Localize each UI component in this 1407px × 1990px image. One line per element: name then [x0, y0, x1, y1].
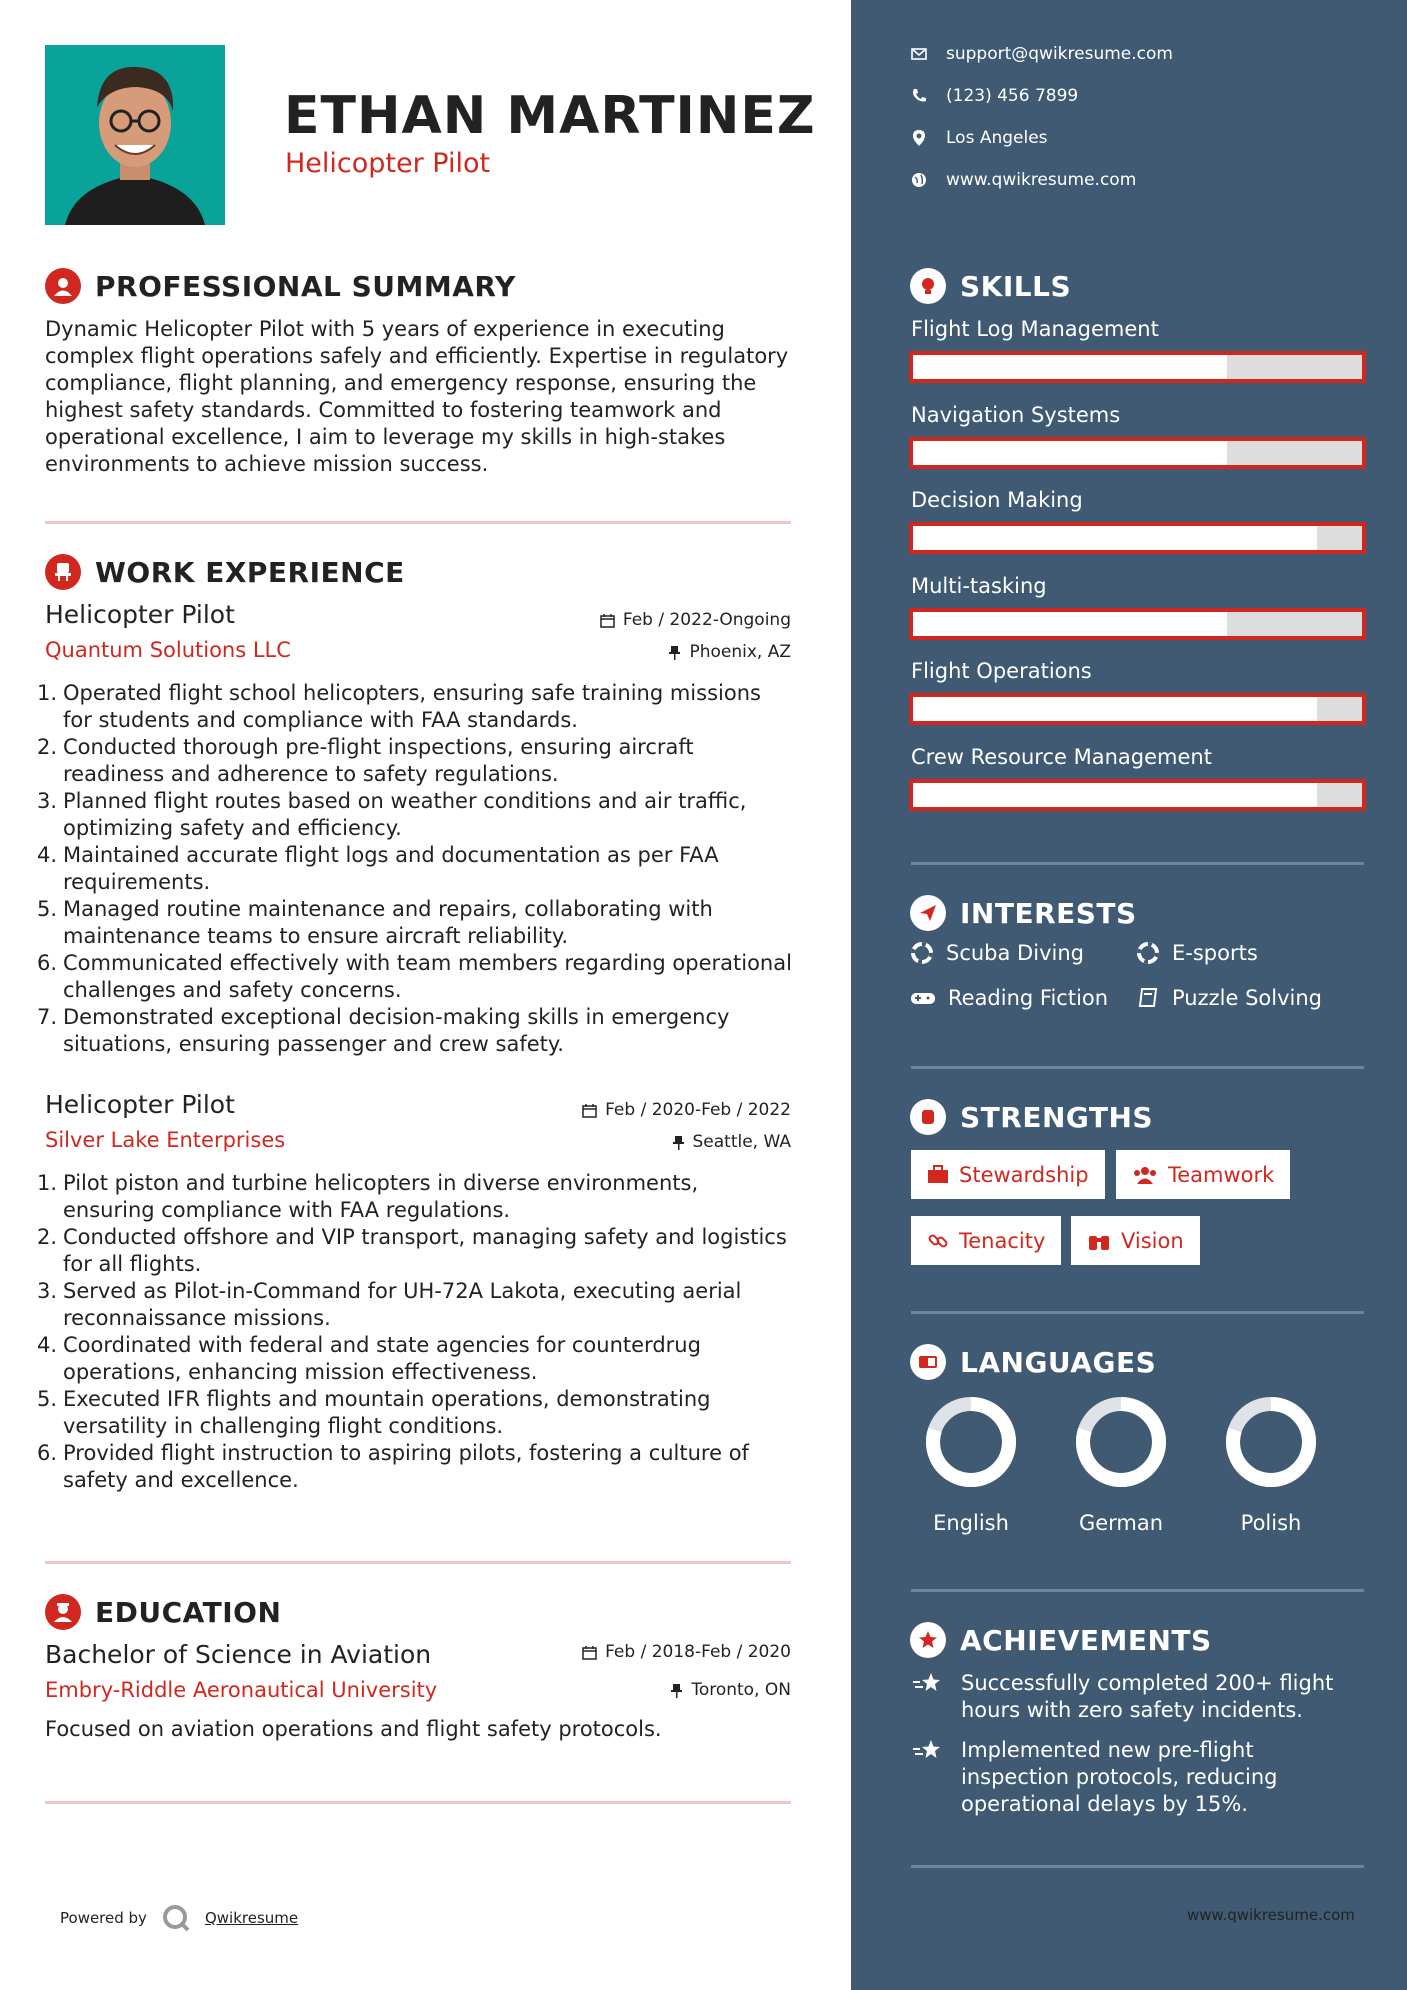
- job-bullets: [45, 680, 795, 1058]
- gamepad-icon: [910, 986, 936, 1010]
- skill-bar-fill: [913, 526, 1317, 550]
- footer-website[interactable]: www.qwikresume.com: [1187, 1906, 1355, 1924]
- link-icon: [927, 1230, 949, 1252]
- list-item: Coordinated with federal and state agencies for counterdrug operations, enhancing mission effectiveness.: [63, 1333, 701, 1384]
- skill-bar-fill: [913, 355, 1227, 379]
- calendar-icon: [600, 613, 615, 628]
- job-bullets: [45, 1170, 795, 1494]
- shooting-star-icon: [911, 1670, 943, 1698]
- skill-bar: [909, 608, 1366, 640]
- powered-label: Powered by: [60, 1909, 147, 1927]
- skill-label: Decision Making: [911, 488, 1083, 512]
- divider: [911, 1865, 1364, 1868]
- list-item: Conducted thorough pre-flight inspections, ensuring aircraft readiness and adherence to safety regulations.: [63, 735, 694, 786]
- lightbulb-icon: [910, 268, 946, 304]
- education-location: [670, 1680, 791, 1700]
- divider: [45, 1561, 791, 1564]
- strengths-title: STRENGTHS: [960, 1100, 1154, 1134]
- contact-email-text: support@qwikresume.com: [946, 44, 1173, 64]
- shooting-star-icon: [911, 1737, 943, 1765]
- interest-item: [910, 941, 1084, 965]
- job-title: Helicopter Pilot: [45, 1090, 235, 1119]
- calendar-icon: [582, 1103, 597, 1118]
- graduate-icon: [45, 1594, 81, 1630]
- job-dates-text: Feb / 2022-Ongoing: [622, 610, 791, 630]
- language-ring: [1071, 1392, 1171, 1492]
- divider: [911, 1311, 1364, 1314]
- list-item: Pilot piston and turbine helicopters in diverse environments, ensuring compliance with FAA regulations.: [63, 1171, 699, 1222]
- list-item: Served as Pilot-in-Command for UH-72A Lakota, executing aerial reconnaissance missions.: [63, 1279, 742, 1330]
- interest-label: E-sports: [1172, 941, 1258, 965]
- language-ring: [1221, 1392, 1321, 1492]
- list-item: Provided flight instruction to aspiring pilots, fostering a culture of safety and excellence.: [63, 1441, 749, 1492]
- education-title: EDUCATION: [95, 1595, 282, 1629]
- pin-icon: [670, 1683, 683, 1698]
- interests-heading: [910, 895, 1137, 931]
- skill-bar: [909, 351, 1366, 383]
- education-dates-text: Feb / 2018-Feb / 2020: [605, 1642, 791, 1662]
- interest-item: [1136, 986, 1322, 1010]
- skill-label: Multi-tasking: [911, 573, 1047, 598]
- language-icon: [910, 1344, 946, 1380]
- summary-text: Dynamic Helicopter Pilot with 5 years of experience in executing complex flight operations safely and efficiently. Expertise in regulatory compliance, flight planning, and emergency response, ensuring the highest safety standards. Committed to fostering teamwork and operational excellence, I aim to leverage my skills in high-stakes environments to achieve mission success.: [45, 317, 789, 476]
- qwikresume-logo-icon: [161, 1903, 191, 1933]
- divider: [45, 521, 791, 524]
- phone-icon: [910, 87, 928, 105]
- achievements-title: ACHIEVEMENTS: [960, 1623, 1212, 1657]
- interest-label: Reading Fiction: [948, 986, 1109, 1010]
- skills-heading: [910, 268, 1071, 304]
- skill-bar: [909, 522, 1366, 554]
- work-heading: [45, 554, 405, 590]
- list-item: Planned flight routes based on weather conditions and air traffic, optimizing safety and efficiency.: [63, 789, 747, 840]
- skill-bar-fill: [913, 441, 1227, 465]
- strength-label: Teamwork: [1168, 1162, 1275, 1187]
- language-item: [1056, 1392, 1186, 1535]
- skill-label: Navigation Systems: [911, 402, 1121, 427]
- contact-phone: [910, 86, 1078, 106]
- interest-label: Scuba Diving: [946, 941, 1084, 965]
- strength-label: Tenacity: [959, 1228, 1046, 1253]
- strength-chip: [911, 1150, 1105, 1199]
- job-dates: [600, 610, 791, 630]
- achievement-item: [911, 1737, 1351, 1818]
- map-marker-icon: [910, 129, 928, 147]
- calendar-icon: [582, 1645, 597, 1660]
- language-name: English: [933, 1511, 1009, 1535]
- job-title: Helicopter Pilot: [45, 600, 235, 629]
- strength-chip: [1116, 1150, 1290, 1199]
- divider: [911, 1589, 1364, 1592]
- pin-icon: [672, 1135, 685, 1150]
- list-item: Executed IFR flights and mountain operations, demonstrating versatility in challenging flight conditions.: [63, 1387, 711, 1438]
- work-title: WORK EXPERIENCE: [95, 555, 405, 589]
- strength-label: Vision: [1121, 1228, 1184, 1253]
- life-ring-icon: [910, 941, 934, 965]
- languages-heading: [910, 1344, 1156, 1380]
- divider: [911, 862, 1364, 865]
- envelope-icon: [910, 45, 928, 63]
- language-name: German: [1078, 1511, 1164, 1535]
- star-icon: [910, 1622, 946, 1658]
- language-ring: [921, 1392, 1021, 1492]
- languages-title: LANGUAGES: [960, 1345, 1157, 1379]
- degree: Bachelor of Science in Aviation: [45, 1640, 432, 1669]
- job-location-text: Phoenix, AZ: [689, 642, 791, 662]
- list-item: Managed routine maintenance and repairs, collaborating with maintenance teams to ensure aircraft reliability.: [63, 897, 713, 948]
- fist-icon: [910, 1099, 946, 1135]
- achievements-heading: [910, 1622, 1212, 1658]
- profile-photo: [45, 45, 225, 225]
- contact-email: [910, 44, 1173, 64]
- contact-location-text: Los Angeles: [946, 128, 1048, 148]
- job-dates: [582, 1100, 791, 1120]
- contact-location: [910, 128, 1048, 148]
- interest-item: [1136, 941, 1258, 965]
- achievement-text: Successfully completed 200+ flight hours with zero safety incidents.: [961, 1671, 1334, 1722]
- skill-bar-fill: [913, 612, 1227, 636]
- school: Embry-Riddle Aeronautical University: [45, 1678, 438, 1702]
- skill-label: Flight Operations: [911, 659, 1092, 683]
- strength-chip: [911, 1216, 1061, 1265]
- achievement-item: [911, 1670, 1351, 1724]
- user-icon: [45, 268, 81, 304]
- strength-chip: [1071, 1216, 1200, 1265]
- users-icon: [1132, 1165, 1158, 1185]
- job-location: [668, 642, 791, 662]
- summary-heading: [45, 268, 516, 304]
- chair-icon: [45, 554, 81, 590]
- globe-icon: [910, 171, 928, 189]
- job-location: [672, 1132, 792, 1152]
- paper-plane-icon: [910, 895, 946, 931]
- summary-title: PROFESSIONAL SUMMARY: [95, 269, 516, 303]
- job-company: Quantum Solutions LLC: [45, 638, 291, 662]
- book-icon: [1136, 986, 1160, 1010]
- list-item: Communicated effectively with team members regarding operational challenges and safety concerns.: [63, 951, 792, 1002]
- list-item: Conducted offshore and VIP transport, managing safety and logistics for all flights.: [63, 1225, 787, 1276]
- job-location-text: Seattle, WA: [692, 1132, 791, 1152]
- language-item: [1206, 1392, 1336, 1535]
- interests-title: INTERESTS: [960, 896, 1137, 930]
- divider: [45, 1801, 791, 1804]
- list-item: Demonstrated exceptional decision-making skills in emergency situations, ensuring passenger and crew safety.: [63, 1005, 730, 1056]
- candidate-name: ETHAN MARTINEZ: [284, 86, 816, 146]
- life-ring-icon: [1136, 941, 1160, 965]
- skill-bar-fill: [913, 783, 1317, 807]
- interest-item: [910, 986, 1108, 1010]
- qwikresume-link[interactable]: Qwikresume: [204, 1909, 299, 1927]
- skill-bar-fill: [913, 697, 1317, 721]
- skill-bar: [909, 437, 1366, 469]
- skill-label: Flight Log Management: [911, 317, 1159, 341]
- list-item: Maintained accurate flight logs and documentation as per FAA requirements.: [63, 843, 719, 894]
- candidate-role: Helicopter Pilot: [285, 148, 491, 179]
- strength-label: Stewardship: [959, 1162, 1089, 1187]
- achievement-text: Implemented new pre-flight inspection protocols, reducing operational delays by 15%.: [961, 1738, 1278, 1816]
- contact-website: [910, 170, 1136, 190]
- education-dates: [582, 1642, 791, 1662]
- education-heading: [45, 1594, 281, 1630]
- binoculars-icon: [1087, 1230, 1111, 1252]
- contact-website-text: www.qwikresume.com: [946, 170, 1137, 190]
- job-company: Silver Lake Enterprises: [45, 1128, 286, 1152]
- job-dates-text: Feb / 2020-Feb / 2022: [605, 1100, 791, 1120]
- education-location-text: Toronto, ON: [691, 1680, 791, 1700]
- contact-phone-text: (123) 456 7899: [946, 86, 1079, 106]
- skill-bar: [909, 779, 1366, 811]
- language-item: [906, 1392, 1036, 1535]
- divider: [911, 1066, 1364, 1069]
- language-name: Polish: [1240, 1511, 1302, 1535]
- skill-label: Crew Resource Management: [911, 744, 1212, 769]
- skill-bar: [909, 693, 1366, 725]
- list-item: Operated flight school helicopters, ensuring safe training missions for students and compliance with FAA standards.: [63, 681, 761, 732]
- skills-title: SKILLS: [960, 269, 1072, 303]
- powered-by: [60, 1903, 298, 1933]
- interest-label: Puzzle Solving: [1172, 986, 1322, 1010]
- strengths-heading: [910, 1099, 1153, 1135]
- pin-icon: [668, 645, 681, 660]
- briefcase-icon: [927, 1165, 949, 1185]
- education-description: Focused on aviation operations and flight safety protocols.: [45, 1717, 662, 1741]
